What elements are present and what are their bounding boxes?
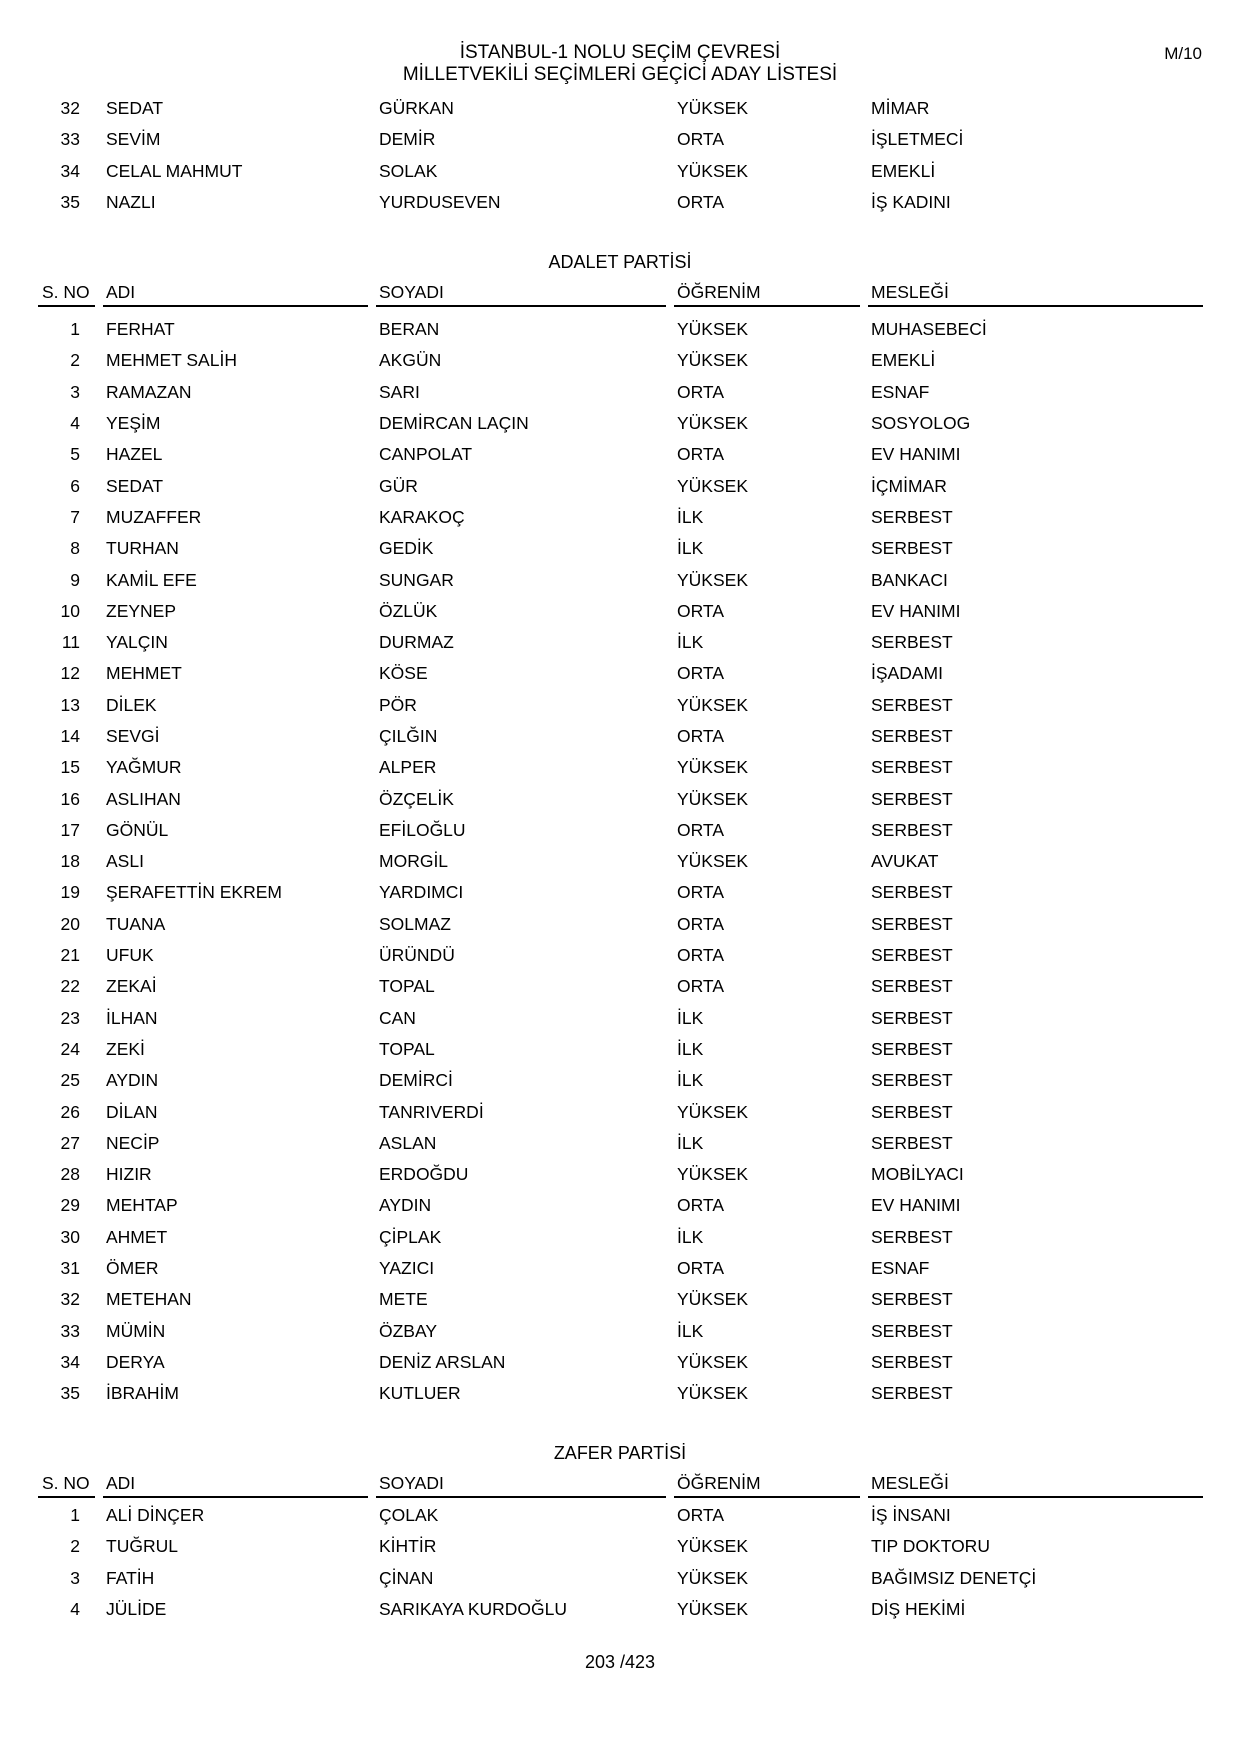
cell-sno: 27 bbox=[60, 1132, 80, 1153]
cell-sno: 2 bbox=[70, 350, 80, 371]
cell-sno: 31 bbox=[60, 1258, 80, 1279]
cell-ogrenim: YÜKSEK bbox=[677, 851, 748, 872]
cell-soyadi: AKGÜN bbox=[379, 350, 442, 371]
cell-sno: 1 bbox=[70, 1505, 80, 1526]
cell-adi: AYDIN bbox=[106, 1070, 159, 1091]
cell-adi: ÖMER bbox=[106, 1258, 159, 1279]
cell-soyadi: KÖSE bbox=[379, 663, 428, 684]
cell-ogrenim: ORTA bbox=[677, 726, 724, 746]
cell-meslegi: SERBEST bbox=[871, 1007, 953, 1028]
cell-ogrenim: YÜKSEK bbox=[677, 350, 748, 371]
table-row bbox=[38, 1034, 1203, 1065]
table-row bbox=[38, 658, 1203, 689]
cell-sno: 15 bbox=[60, 757, 80, 778]
cell-soyadi: METE bbox=[379, 1289, 428, 1310]
table-row bbox=[38, 1253, 1203, 1284]
cell-adi: TUANA bbox=[106, 913, 166, 934]
page-number: 203 /423 bbox=[584, 1652, 656, 1672]
cell-meslegi: İŞ KADINI bbox=[871, 192, 951, 213]
table-row bbox=[38, 314, 1203, 345]
page-code: M/10 bbox=[1164, 44, 1202, 63]
cell-soyadi: GEDİK bbox=[379, 538, 434, 559]
cell-sno: 9 bbox=[70, 569, 80, 590]
table-row bbox=[38, 1096, 1203, 1127]
table-row bbox=[38, 439, 1203, 470]
cell-meslegi: MOBİLYACI bbox=[871, 1164, 964, 1185]
cell-soyadi: ÖZÇELİK bbox=[379, 788, 454, 809]
column-header-soyadi: SOYADI bbox=[376, 279, 666, 307]
cell-meslegi: SERBEST bbox=[871, 1289, 953, 1310]
cell-adi: SEDAT bbox=[106, 98, 164, 119]
cell-sno: 14 bbox=[60, 726, 80, 746]
cell-soyadi: DURMAZ bbox=[379, 632, 454, 653]
cell-meslegi: EV HANIMI bbox=[871, 1195, 961, 1216]
cell-soyadi: TANRIVERDİ bbox=[379, 1101, 484, 1122]
cell-ogrenim: ORTA bbox=[677, 945, 724, 966]
cell-ogrenim: İLK bbox=[677, 1132, 704, 1153]
continuation-table bbox=[38, 93, 1203, 218]
cell-ogrenim: YÜKSEK bbox=[677, 569, 748, 590]
table-row bbox=[38, 721, 1203, 752]
cell-soyadi: TOPAL bbox=[379, 976, 435, 997]
cell-ogrenim: ORTA bbox=[677, 913, 724, 934]
cell-ogrenim: İLK bbox=[677, 1070, 704, 1091]
cell-meslegi: SERBEST bbox=[871, 976, 953, 997]
cell-adi: KAMİL EFE bbox=[106, 569, 197, 590]
table-row bbox=[38, 1316, 1203, 1347]
cell-adi: İLHAN bbox=[106, 1007, 158, 1028]
cell-ogrenim: ORTA bbox=[677, 976, 724, 997]
cell-soyadi: GÜRKAN bbox=[379, 98, 454, 119]
cell-sno: 32 bbox=[60, 98, 80, 119]
cell-soyadi: ASLAN bbox=[379, 1132, 437, 1153]
column-header-sno: S. NO bbox=[38, 1470, 95, 1498]
cell-sno: 34 bbox=[60, 160, 80, 181]
cell-soyadi: KARAKOÇ bbox=[379, 506, 465, 527]
cell-sno: 21 bbox=[60, 945, 80, 966]
cell-sno: 4 bbox=[70, 413, 80, 434]
cell-sno: 35 bbox=[60, 1383, 80, 1404]
cell-soyadi: SOLMAZ bbox=[379, 913, 451, 934]
cell-soyadi: CANPOLAT bbox=[379, 444, 473, 465]
cell-sno: 33 bbox=[60, 129, 80, 150]
cell-soyadi: ÇILĞIN bbox=[379, 726, 438, 746]
cell-ogrenim: YÜKSEK bbox=[677, 788, 748, 809]
cell-ogrenim: YÜKSEK bbox=[677, 1101, 748, 1122]
cell-meslegi: İŞ İNSANI bbox=[871, 1505, 951, 1526]
cell-sno: 13 bbox=[60, 694, 80, 715]
cell-soyadi: YURDUSEVEN bbox=[379, 192, 501, 213]
cell-adi: ZEKAİ bbox=[106, 976, 157, 997]
column-header-meslegi: MESLEĞİ bbox=[868, 1470, 1203, 1498]
cell-meslegi: SERBEST bbox=[871, 757, 953, 778]
cell-adi: ALİ DİNÇER bbox=[106, 1505, 205, 1526]
cell-adi: MEHMET bbox=[106, 663, 182, 684]
cell-meslegi: SERBEST bbox=[871, 1351, 953, 1372]
cell-sno: 7 bbox=[70, 506, 80, 527]
cell-ogrenim: YÜKSEK bbox=[677, 1164, 748, 1185]
cell-meslegi: İŞLETMECİ bbox=[871, 129, 964, 150]
table-row bbox=[38, 1594, 1203, 1625]
cell-meslegi: SERBEST bbox=[871, 1101, 953, 1122]
column-header-soyadi: SOYADI bbox=[376, 1470, 666, 1498]
cell-sno: 12 bbox=[60, 663, 80, 684]
cell-meslegi: BANKACI bbox=[871, 569, 948, 590]
cell-adi: HAZEL bbox=[106, 444, 163, 465]
table-row bbox=[38, 752, 1203, 783]
cell-ogrenim: YÜKSEK bbox=[677, 319, 748, 340]
cell-sno: 24 bbox=[60, 1038, 80, 1059]
cell-ogrenim: ORTA bbox=[677, 600, 724, 621]
cell-adi: DERYA bbox=[106, 1351, 165, 1372]
cell-soyadi: ÇOLAK bbox=[379, 1505, 439, 1526]
table-row bbox=[38, 502, 1203, 533]
cell-meslegi: MİMAR bbox=[871, 98, 930, 119]
document-title bbox=[0, 42, 1240, 86]
column-header-adi: ADI bbox=[103, 279, 368, 307]
cell-meslegi: İÇMİMAR bbox=[871, 475, 947, 496]
cell-sno: 30 bbox=[60, 1226, 80, 1247]
cell-soyadi: YARDIMCI bbox=[379, 882, 464, 903]
table-row bbox=[38, 940, 1203, 971]
cell-meslegi: SERBEST bbox=[871, 538, 953, 559]
table-row bbox=[38, 846, 1203, 877]
cell-ogrenim: YÜKSEK bbox=[677, 98, 748, 119]
table-row bbox=[38, 1065, 1203, 1096]
cell-sno: 22 bbox=[60, 976, 80, 997]
cell-sno: 32 bbox=[60, 1289, 80, 1310]
cell-adi: ZEYNEP bbox=[106, 600, 177, 621]
table-row bbox=[38, 156, 1203, 187]
cell-meslegi: SERBEST bbox=[871, 788, 953, 809]
table-row bbox=[38, 1500, 1203, 1531]
cell-meslegi: SERBEST bbox=[871, 913, 953, 934]
cell-soyadi: AYDIN bbox=[379, 1195, 432, 1216]
cell-adi: ZEKİ bbox=[106, 1038, 145, 1059]
table-row bbox=[38, 564, 1203, 595]
cell-adi: İBRAHİM bbox=[106, 1383, 179, 1404]
cell-meslegi: EV HANIMI bbox=[871, 600, 961, 621]
cell-meslegi: İŞADAMI bbox=[871, 663, 943, 684]
table-row bbox=[38, 971, 1203, 1002]
cell-adi: SEDAT bbox=[106, 475, 164, 496]
cell-soyadi: BERAN bbox=[379, 319, 440, 340]
cell-ogrenim: İLK bbox=[677, 1007, 704, 1028]
cell-soyadi: ÜRÜNDÜ bbox=[379, 945, 455, 966]
table-row bbox=[38, 1563, 1203, 1594]
table-row bbox=[38, 690, 1203, 721]
cell-meslegi: SERBEST bbox=[871, 1226, 953, 1247]
cell-meslegi: SERBEST bbox=[871, 1070, 953, 1091]
table-row bbox=[38, 533, 1203, 564]
cell-sno: 6 bbox=[70, 475, 80, 496]
cell-meslegi: MUHASEBECİ bbox=[871, 319, 987, 340]
cell-adi: SEVİM bbox=[106, 129, 161, 150]
table-row bbox=[38, 93, 1203, 124]
table-header-zafer bbox=[38, 1470, 1203, 1498]
cell-meslegi: EMEKLİ bbox=[871, 160, 936, 181]
cell-adi: METEHAN bbox=[106, 1289, 192, 1310]
cell-ogrenim: ORTA bbox=[677, 381, 724, 402]
cell-sno: 23 bbox=[60, 1007, 80, 1028]
cell-soyadi: ÖZLÜK bbox=[379, 600, 438, 621]
table-row bbox=[38, 377, 1203, 408]
cell-sno: 2 bbox=[70, 1536, 80, 1557]
table-row bbox=[38, 815, 1203, 846]
cell-meslegi: DİŞ HEKİMİ bbox=[871, 1599, 966, 1620]
cell-sno: 33 bbox=[60, 1320, 80, 1341]
cell-soyadi: SOLAK bbox=[379, 160, 438, 181]
cell-sno: 29 bbox=[60, 1195, 80, 1216]
party-title-adalet: ADALET PARTİSİ bbox=[548, 252, 692, 272]
cell-meslegi: ESNAF bbox=[871, 1258, 930, 1279]
cell-soyadi: TOPAL bbox=[379, 1038, 435, 1059]
table-row bbox=[38, 408, 1203, 439]
cell-adi: TURHAN bbox=[106, 538, 179, 559]
cell-adi: RAMAZAN bbox=[106, 381, 192, 402]
cell-adi: GÖNÜL bbox=[106, 819, 169, 840]
cell-adi: MÜMİN bbox=[106, 1320, 166, 1341]
cell-adi: NECİP bbox=[106, 1132, 160, 1153]
table-row bbox=[38, 124, 1203, 155]
cell-ogrenim: ORTA bbox=[677, 1195, 724, 1216]
cell-ogrenim: YÜKSEK bbox=[677, 1383, 748, 1404]
cell-soyadi: SARIKAYA KURDOĞLU bbox=[379, 1599, 568, 1620]
cell-adi: ASLI bbox=[106, 851, 144, 872]
cell-soyadi: ERDOĞDU bbox=[379, 1164, 469, 1185]
cell-meslegi: SERBEST bbox=[871, 1383, 953, 1404]
cell-adi: DİLAN bbox=[106, 1101, 158, 1122]
table-header-adalet bbox=[38, 279, 1203, 307]
cell-adi: SEVGİ bbox=[106, 726, 160, 746]
cell-adi: MEHMET SALİH bbox=[106, 350, 237, 371]
cell-sno: 17 bbox=[60, 819, 80, 840]
cell-adi: AHMET bbox=[106, 1226, 168, 1247]
table-row bbox=[38, 1190, 1203, 1221]
cell-ogrenim: YÜKSEK bbox=[677, 757, 748, 778]
cell-ogrenim: YÜKSEK bbox=[677, 1289, 748, 1310]
cell-meslegi: SERBEST bbox=[871, 506, 953, 527]
cell-meslegi: SERBEST bbox=[871, 1320, 953, 1341]
cell-meslegi: SERBEST bbox=[871, 1132, 953, 1153]
cell-meslegi: AVUKAT bbox=[871, 851, 939, 872]
table-row bbox=[38, 1531, 1203, 1562]
cell-ogrenim: ORTA bbox=[677, 1258, 724, 1279]
cell-adi: FATİH bbox=[106, 1567, 155, 1588]
party-title-zafer: ZAFER PARTİSİ bbox=[553, 1443, 687, 1463]
cell-adi: YAĞMUR bbox=[106, 757, 182, 778]
cell-sno: 18 bbox=[60, 851, 80, 872]
cell-adi: MEHTAP bbox=[106, 1195, 178, 1216]
table-row bbox=[38, 1347, 1203, 1378]
cell-adi: CELAL MAHMUT bbox=[106, 160, 243, 181]
cell-ogrenim: YÜKSEK bbox=[677, 160, 748, 181]
cell-ogrenim: İLK bbox=[677, 538, 704, 559]
cell-sno: 35 bbox=[60, 192, 80, 213]
cell-ogrenim: ORTA bbox=[677, 1505, 724, 1526]
cell-soyadi: DENİZ ARSLAN bbox=[379, 1351, 506, 1372]
table-row bbox=[38, 877, 1203, 908]
cell-adi: FERHAT bbox=[106, 319, 175, 340]
cell-soyadi: SUNGAR bbox=[379, 569, 454, 590]
cell-ogrenim: ORTA bbox=[677, 444, 724, 465]
table-row bbox=[38, 596, 1203, 627]
cell-meslegi: SERBEST bbox=[871, 1038, 953, 1059]
cell-soyadi: YAZICI bbox=[379, 1258, 435, 1279]
table-row bbox=[38, 1128, 1203, 1159]
cell-meslegi: SERBEST bbox=[871, 882, 953, 903]
cell-adi: NAZLI bbox=[106, 192, 156, 213]
cell-soyadi: DEMİRCİ bbox=[379, 1070, 453, 1091]
cell-meslegi: SERBEST bbox=[871, 632, 953, 653]
cell-sno: 19 bbox=[60, 882, 80, 903]
cell-sno: 3 bbox=[70, 381, 80, 402]
cell-meslegi: SOSYOLOG bbox=[871, 413, 971, 434]
cell-sno: 26 bbox=[60, 1101, 80, 1122]
cell-adi: TUĞRUL bbox=[106, 1536, 178, 1557]
cell-ogrenim: YÜKSEK bbox=[677, 694, 748, 715]
table-row bbox=[38, 1003, 1203, 1034]
cell-soyadi: CAN bbox=[379, 1007, 416, 1028]
table-row bbox=[38, 783, 1203, 814]
cell-soyadi: SARI bbox=[379, 381, 420, 402]
cell-meslegi: SERBEST bbox=[871, 945, 953, 966]
cell-ogrenim: ORTA bbox=[677, 192, 724, 213]
cell-ogrenim: ORTA bbox=[677, 663, 724, 684]
table-row bbox=[38, 1284, 1203, 1315]
cell-adi: YEŞİM bbox=[106, 413, 161, 434]
cell-meslegi: ESNAF bbox=[871, 381, 930, 402]
cell-ogrenim: YÜKSEK bbox=[677, 1567, 748, 1588]
column-header-adi: ADI bbox=[103, 1470, 368, 1498]
cell-sno: 20 bbox=[60, 913, 80, 934]
cell-soyadi: PÖR bbox=[379, 694, 417, 715]
table-row bbox=[38, 1222, 1203, 1253]
cell-sno: 8 bbox=[70, 538, 80, 559]
column-header-sno: S. NO bbox=[38, 279, 95, 307]
cell-sno: 25 bbox=[60, 1070, 80, 1091]
cell-ogrenim: İLK bbox=[677, 1320, 704, 1341]
cell-meslegi: EV HANIMI bbox=[871, 444, 961, 465]
cell-ogrenim: YÜKSEK bbox=[677, 475, 748, 496]
cell-sno: 28 bbox=[60, 1164, 80, 1185]
cell-meslegi: SERBEST bbox=[871, 819, 953, 840]
cell-soyadi: KUTLUER bbox=[379, 1383, 461, 1404]
table-row bbox=[38, 187, 1203, 218]
cell-meslegi: SERBEST bbox=[871, 694, 953, 715]
cell-sno: 10 bbox=[60, 600, 80, 621]
cell-meslegi: TIP DOKTORU bbox=[871, 1536, 990, 1557]
cell-soyadi: DEMİR bbox=[379, 129, 436, 150]
cell-soyadi: ÇİPLAK bbox=[379, 1226, 442, 1247]
cell-sno: 34 bbox=[60, 1351, 80, 1372]
table-row bbox=[38, 1378, 1203, 1409]
column-header-ogrenim: ÖĞRENİM bbox=[674, 279, 860, 307]
table-row bbox=[38, 909, 1203, 940]
cell-sno: 1 bbox=[70, 319, 80, 340]
cell-adi: UFUK bbox=[106, 945, 154, 966]
cell-ogrenim: İLK bbox=[677, 1226, 704, 1247]
cell-ogrenim: ORTA bbox=[677, 882, 724, 903]
cell-ogrenim: ORTA bbox=[677, 819, 724, 840]
cell-ogrenim: YÜKSEK bbox=[677, 413, 748, 434]
cell-meslegi: BAĞIMSIZ DENETÇİ bbox=[871, 1567, 1037, 1588]
cell-soyadi: ALPER bbox=[379, 757, 437, 778]
cell-soyadi: ÇİNAN bbox=[379, 1567, 434, 1588]
cell-adi: ŞERAFETTİN EKREM bbox=[106, 882, 282, 903]
document-title-line2: MİLLETVEKİLİ SEÇİMLERİ GEÇİCİ ADAY LİSTESİ bbox=[402, 64, 838, 85]
cell-soyadi: DEMİRCAN LAÇIN bbox=[379, 413, 529, 434]
table-row bbox=[38, 1159, 1203, 1190]
cell-ogrenim: YÜKSEK bbox=[677, 1599, 748, 1620]
cell-soyadi: GÜR bbox=[379, 475, 418, 496]
candidates-table-adalet bbox=[38, 314, 1203, 1409]
cell-ogrenim: YÜKSEK bbox=[677, 1351, 748, 1372]
cell-sno: 3 bbox=[70, 1567, 80, 1588]
cell-adi: HIZIR bbox=[106, 1164, 152, 1185]
cell-adi: YALÇIN bbox=[106, 632, 168, 653]
cell-ogrenim: ORTA bbox=[677, 129, 724, 150]
document-title-line1: İSTANBUL-1 NOLU SEÇİM ÇEVRESİ bbox=[459, 42, 781, 63]
cell-soyadi: KİHTİR bbox=[379, 1536, 437, 1557]
cell-sno: 16 bbox=[60, 788, 80, 809]
candidates-table-zafer bbox=[38, 1500, 1203, 1625]
cell-soyadi: ÖZBAY bbox=[379, 1320, 438, 1341]
cell-soyadi: EFİLOĞLU bbox=[379, 819, 466, 840]
cell-sno: 11 bbox=[61, 632, 80, 653]
cell-sno: 5 bbox=[70, 444, 80, 465]
cell-ogrenim: YÜKSEK bbox=[677, 1536, 748, 1557]
cell-sno: 4 bbox=[70, 1599, 80, 1620]
table-row bbox=[38, 345, 1203, 376]
table-row bbox=[38, 470, 1203, 501]
cell-ogrenim: İLK bbox=[677, 1038, 704, 1059]
cell-ogrenim: İLK bbox=[677, 506, 704, 527]
cell-adi: DİLEK bbox=[106, 694, 157, 715]
table-row bbox=[38, 627, 1203, 658]
cell-meslegi: SERBEST bbox=[871, 726, 953, 746]
cell-adi: MUZAFFER bbox=[106, 506, 202, 527]
cell-soyadi: MORGİL bbox=[379, 851, 449, 872]
cell-meslegi: EMEKLİ bbox=[871, 350, 936, 371]
cell-ogrenim: İLK bbox=[677, 632, 704, 653]
cell-adi: ASLIHAN bbox=[106, 788, 181, 809]
column-header-ogrenim: ÖĞRENİM bbox=[674, 1470, 860, 1498]
column-header-meslegi: MESLEĞİ bbox=[868, 279, 1203, 307]
cell-adi: JÜLİDE bbox=[106, 1599, 167, 1620]
